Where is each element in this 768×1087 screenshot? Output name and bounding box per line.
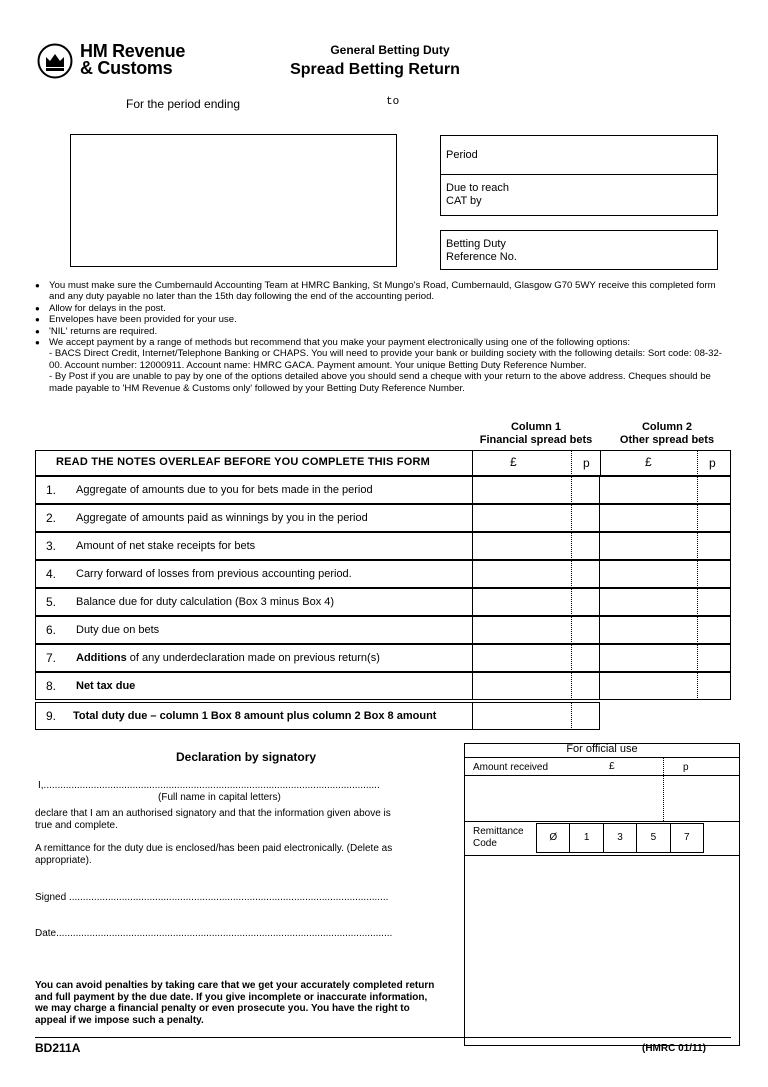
code-digit: 1 — [570, 824, 603, 852]
row-5-col-2-input[interactable] — [600, 588, 731, 616]
table-row — [35, 616, 731, 644]
row-number: 3. — [46, 539, 57, 553]
divider — [464, 757, 740, 758]
remittance-text: A remittance for the duty due is enclosed/has been paid electronically. (Delete as appropriate). — [35, 843, 393, 866]
row-number: 6. — [46, 623, 57, 637]
pence-divider — [697, 672, 698, 700]
note-item: ● Envelopes have been provided for your use. — [35, 314, 725, 325]
logo-line-2: & Customs — [80, 58, 173, 78]
table-row — [35, 560, 731, 588]
pence-divider — [571, 532, 572, 560]
row-2-col-2-input[interactable] — [600, 504, 731, 532]
divider — [571, 450, 572, 476]
logo-line-1: HM Revenue — [80, 41, 186, 61]
column-2-pence: p — [709, 456, 716, 470]
row-7-col-1-input[interactable] — [472, 644, 600, 672]
code-digit: 7 — [684, 832, 690, 843]
row-4-col-1-input[interactable] — [472, 560, 600, 588]
column-1-header — [472, 421, 600, 447]
row-1-col-2-input[interactable] — [600, 476, 731, 504]
note-item: ● We accept payment by a range of methods but recommend that you make your payment electronically using one of the following options: — [35, 337, 725, 348]
pence-divider — [697, 504, 698, 532]
divider — [472, 450, 473, 476]
pence-divider — [571, 616, 572, 644]
pence-divider — [697, 532, 698, 560]
divider — [464, 855, 740, 856]
table-row — [35, 702, 731, 730]
table-row — [35, 644, 731, 672]
column-1-title: Column 1 — [510, 421, 562, 433]
full-name-field[interactable]: I,......................................................................................................................... — [38, 780, 380, 791]
pence-divider — [571, 588, 572, 616]
penalty-warning: You can avoid penalties by taking care that we get your accurately completed return and full payment by the due date. If you give incomplete or inaccurate information, we may charge a financial penalty or even prosecute you. You have the right to appeal if we impose such a penalty. — [35, 980, 435, 1026]
footer-divider — [35, 1037, 731, 1038]
column-1-pence: p — [583, 456, 590, 470]
period-label: Period — [446, 149, 478, 161]
column-2-subtitle: Other spread bets — [619, 434, 715, 446]
due-date-box[interactable] — [440, 175, 718, 216]
row-description-bold: Additions — [76, 652, 127, 664]
row-number: 1. — [46, 483, 57, 497]
ref-label-2: Reference No. — [446, 251, 517, 263]
row-description-bold: Net tax due — [76, 680, 136, 692]
note-item: ● 'NIL' returns are required. — [35, 326, 725, 337]
total-duty-input[interactable] — [472, 702, 600, 730]
form-version: (HMRC 01/11) — [642, 1043, 706, 1054]
code-digit: Ø — [537, 824, 570, 852]
row-number: 7. — [46, 651, 57, 665]
ref-label-1: Betting Duty — [446, 238, 506, 250]
column-2-pound: £ — [645, 455, 652, 469]
declaration-title: Declaration by signatory — [176, 750, 317, 764]
declare-text: declare that I am an authorised signatory and that the information given above is true and complete. — [35, 808, 391, 831]
pence-divider — [697, 476, 698, 504]
pence-divider — [571, 560, 572, 588]
note-subitem: - By Post if you are unable to pay by one of the options detailed above you should send a cheque with your return to the above address. Cheques should be made payable to 'HM Revenue & Customs only' followed by your Betting Duty Reference Number. — [49, 371, 711, 394]
table-row — [35, 532, 731, 560]
official-use-box — [464, 743, 740, 1046]
form-title: Spread Betting Return — [290, 61, 460, 78]
column-2-header — [604, 421, 730, 447]
row-description: Balance due for duty calculation (Box 3 minus Box 4) — [76, 596, 335, 608]
row-description-rest: of any underdeclaration made on previous return(s) — [126, 652, 380, 664]
official-use-title: For official use — [566, 743, 638, 755]
pence-divider — [571, 672, 572, 700]
row-description — [73, 710, 436, 722]
note-item: ● You must make sure the Cumbernauld Accounting Team at HMRC Banking, St Mungo's Road, Cumbernauld, Glasgow G70 5WY receive this completed form and any duty payable no later than the 15th day following the end of the accounting period. — [35, 280, 725, 303]
remittance-code-boxes — [536, 823, 704, 853]
row-description: Amount of net stake receipts for bets — [76, 540, 256, 552]
row-number: 4. — [46, 567, 57, 581]
remittance-label-2: Code — [473, 838, 497, 849]
instructions-list — [35, 280, 725, 394]
reference-box[interactable] — [440, 230, 718, 270]
pence-divider — [697, 644, 698, 672]
column-2-title: Column 2 — [641, 421, 693, 433]
pence-divider — [571, 644, 572, 672]
period-ending-label: For the period ending — [126, 97, 241, 111]
pence-divider — [697, 588, 698, 616]
row-5-col-1-input[interactable] — [472, 588, 600, 616]
row-description: Aggregate of amounts due to you for bets made in the period — [76, 484, 373, 496]
row-number: 5. — [46, 595, 57, 609]
form-code: BD211A — [35, 1041, 81, 1055]
divider — [697, 450, 698, 476]
note-item: ● Allow for delays in the post. — [35, 303, 725, 314]
due-label-1: Due to reach — [446, 182, 509, 194]
code-digit: 3 — [604, 824, 637, 852]
row-1-col-1-input[interactable] — [472, 476, 600, 504]
official-pence: p — [683, 762, 689, 773]
divider — [600, 450, 601, 476]
pence-divider — [571, 504, 572, 532]
column-1-pound: £ — [510, 455, 517, 469]
row-7-col-2-input[interactable] — [600, 644, 731, 672]
row-description: Aggregate of amounts paid as winnings by you in the period — [76, 512, 368, 524]
hmrc-logo-text — [80, 43, 185, 77]
date-field[interactable]: Date......................................................................................................................... — [35, 928, 393, 939]
period-to-label: to — [386, 96, 400, 108]
row-8-col-2-input[interactable] — [600, 672, 731, 700]
column-1-subtitle: Financial spread bets — [479, 434, 593, 446]
row-description-bold: Total duty due – column 1 Box 8 amount plus column 2 Box 8 amount — [73, 710, 437, 722]
row-3-col-1-input[interactable] — [472, 532, 600, 560]
remittance-label-1: Remittance — [473, 826, 524, 837]
table-row — [35, 476, 731, 504]
form-subtitle: General Betting Duty — [330, 43, 450, 57]
row-4-col-2-input[interactable] — [600, 560, 731, 588]
address-box[interactable] — [70, 134, 397, 267]
signed-field[interactable]: Signed ................................................................................................................... — [35, 892, 389, 903]
pence-divider — [697, 616, 698, 644]
row-number: 8. — [46, 679, 57, 693]
code-digit: 5 — [637, 824, 670, 852]
remittance-code-label — [473, 826, 524, 850]
row-number: 2. — [46, 511, 57, 525]
divider — [663, 757, 664, 821]
row-description: Duty due on bets — [76, 624, 160, 636]
row-6-col-2-input[interactable] — [600, 616, 731, 644]
row-number: 9. — [46, 709, 57, 723]
divider — [464, 775, 740, 776]
read-notes-text: READ THE NOTES OVERLEAF BEFORE YOU COMPLETE THIS FORM — [56, 456, 431, 468]
divider — [464, 821, 740, 822]
table-row — [35, 672, 731, 700]
crown-crest-icon — [37, 43, 73, 79]
row-description — [76, 680, 135, 692]
row-8-col-1-input[interactable] — [472, 672, 600, 700]
pence-divider — [571, 702, 572, 730]
row-3-col-2-input[interactable] — [600, 532, 731, 560]
official-pound: £ — [609, 761, 615, 772]
period-box[interactable] — [440, 135, 718, 175]
note-subitem: - BACS Direct Credit, Internet/Telephone Banking or CHAPS. You will need to provide your bank or building society with the following details: Sort code: 08-32-00. Account number: 12000911. Account name: HMRC GACA. Payment amount. Your unique Betting Duty Reference Number. — [49, 348, 722, 371]
row-2-col-1-input[interactable] — [472, 504, 600, 532]
pence-divider — [697, 560, 698, 588]
amount-received-label: Amount received — [473, 762, 549, 773]
full-name-hint: (Full name in capital letters) — [158, 792, 281, 803]
table-row — [35, 588, 731, 616]
row-description: Carry forward of losses from previous accounting period. — [76, 568, 352, 580]
row-description — [76, 652, 380, 664]
due-label-2: CAT by — [446, 195, 482, 207]
table-row — [35, 504, 731, 532]
row-6-col-1-input[interactable] — [472, 616, 600, 644]
pence-divider — [571, 476, 572, 504]
